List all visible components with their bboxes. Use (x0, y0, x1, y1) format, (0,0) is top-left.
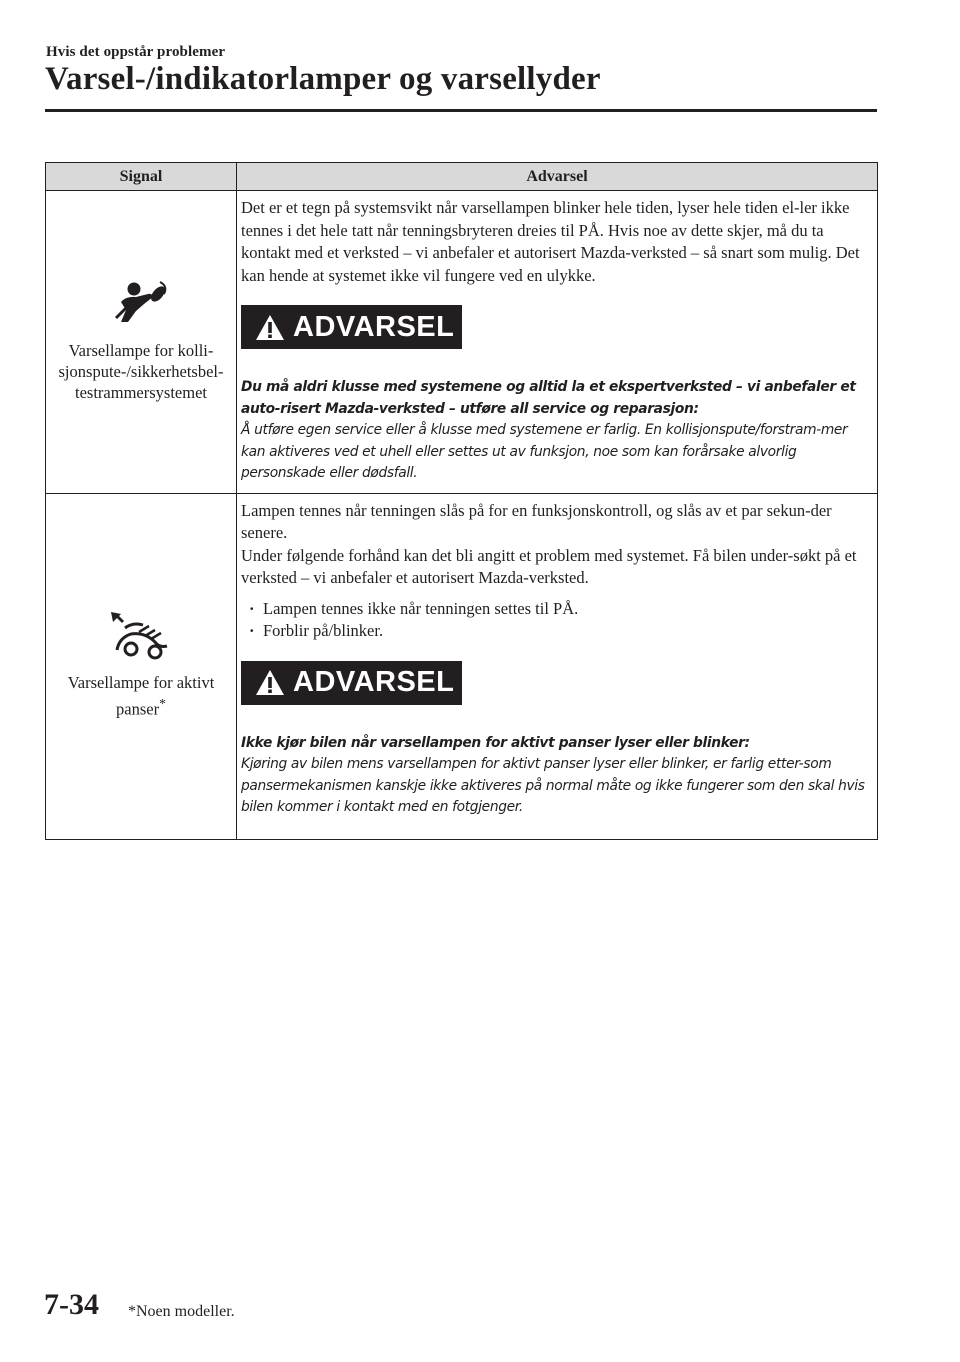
warning-label: ADVARSEL (293, 666, 455, 699)
warning-badge (241, 661, 462, 705)
warning-label: ADVARSEL (293, 310, 455, 343)
footnote: *Noen modeller. (128, 1303, 235, 1320)
column-header-warning: Advarsel (237, 163, 878, 191)
airbag-seatbelt-warning-icon (106, 280, 176, 328)
warning-lead: Ikke kjør bilen når varsellampen for aktivt panser lyser eller blinker: (241, 734, 750, 751)
warning-table (45, 162, 878, 840)
title-rule (45, 109, 877, 112)
warning-cell (237, 493, 878, 839)
warning-lead: Du må aldri klusse med systemene og alltid la et ekspertverksted – vi anbefaler et auto-risert Mazda-verksted – utføre all service og reparasjon: (241, 379, 856, 417)
warning-triangle-icon (255, 669, 285, 696)
warning-triangle-icon (255, 314, 285, 341)
list-item: · Forblir på/blinker. (241, 620, 873, 643)
page-title: Varsel-/indikatorlamper og varsellyder (45, 61, 601, 97)
table-header-row (46, 163, 878, 191)
signal-label: Varsellampe for aktivt panser (67, 673, 215, 719)
section-label: Hvis det oppstår problemer (46, 44, 226, 60)
warning-detail (241, 377, 873, 485)
active-bonnet-warning-icon (109, 612, 173, 660)
warning-cell (237, 191, 878, 494)
warning-detail (241, 733, 873, 819)
signal-cell (46, 191, 237, 494)
description-text: Under følgende forhånd kan det bli angitt et problem med systemet. Få bilen under-søkt på et verksted – vi anbefaler et autorisert Mazda-verksted. (241, 545, 857, 587)
warning-badge (241, 305, 462, 349)
warning-text: Å utføre egen service eller å klusse med systemene er farlig. En kollisjonspute/forstram-mer kan aktiveres ved et uhell eller settes ut av funksjon, noe som kan forårsake alvorlig personskade eller dødsfall. (241, 422, 848, 481)
footnote-marker: * (159, 696, 166, 712)
column-header-signal: Signal (46, 163, 237, 191)
signal-label: Varsellampe for kolli-sjonspute-/sikkerhetsbel-testrammersystemet (58, 341, 224, 403)
description-text: Lampen tennes når tenningen slås på for en funksjonskontroll, og slås av et par sekun-der senere. (241, 500, 832, 542)
page-number: 7-34 (44, 1288, 99, 1321)
description-text: Det er et tegn på systemsvikt når varsellampen blinker hele tiden, lyser hele tiden el-ler ikke tennes i det hele tatt når tenningsbryteren dreies til PÅ. Hvis noe av dette skjer, må du ta kontakt med et verksted – vi anbefaler et autorisert Mazda-verksted – så snart som mulig. Det kan hende at systemet ikke vil fungere ved en ulykke. (241, 198, 860, 285)
signal-cell (46, 493, 237, 839)
warning-text: Kjøring av bilen mens varsellampen for aktivt panser lyser eller blinker, er farlig etter-som pansermekanismen kanskje ikke aktiveres på normal måte og ikke fungerer som den skal hvis bilen kommer i kontakt med en fotgjenger. (241, 756, 865, 815)
list-item: · Lampen tennes ikke når tenningen settes til PÅ. (241, 598, 873, 621)
table-row (46, 493, 878, 839)
condition-list (241, 598, 873, 643)
table-row (46, 191, 878, 494)
